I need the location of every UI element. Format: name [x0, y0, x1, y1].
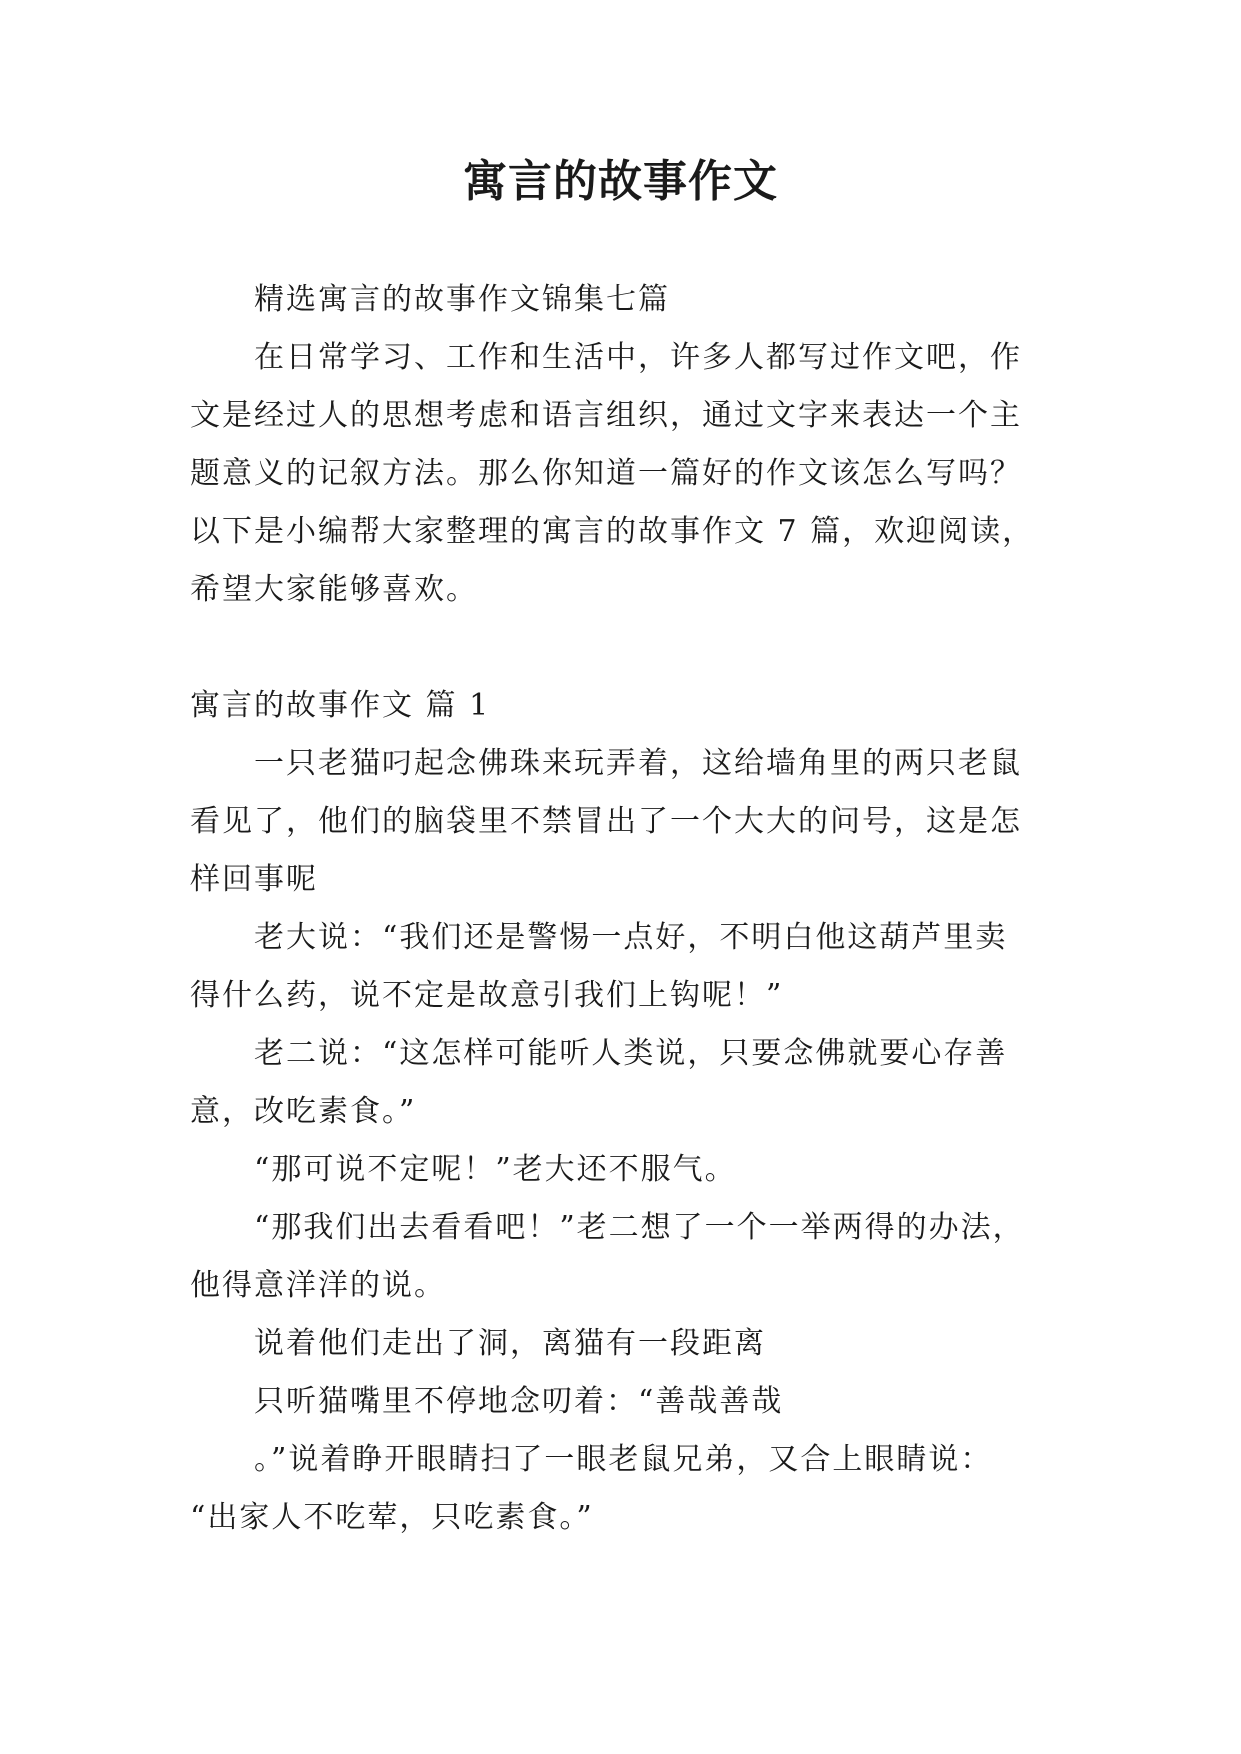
section-heading: 寓言的故事作文 篇 1: [190, 688, 491, 723]
paragraph-line: 希望大家能够喜欢。: [190, 572, 478, 607]
paragraph-line: 样回事呢: [190, 862, 318, 897]
paragraph-line: 说着他们走出了洞，离猫有一段距离: [254, 1326, 766, 1361]
paragraph-line: 只听猫嘴里不停地念叨着：“善哉善哉: [254, 1384, 784, 1419]
paragraph-line: 文是经过人的思想考虑和语言组织，通过文字来表达一个主: [190, 398, 1022, 433]
paragraph-line: 在日常学习、工作和生活中，许多人都写过作文吧，作: [254, 340, 1022, 375]
paragraph-line: “那可说不定呢！”老大还不服气。: [254, 1152, 737, 1187]
paragraph-line: “那我们出去看看吧！”老二想了一个一举两得的办法，: [254, 1210, 1025, 1245]
paragraph-line: 老大说：“我们还是警惕一点好，不明白他这葫芦里卖: [254, 920, 1008, 955]
paragraph-line: 。”说着睁开眼睛扫了一眼老鼠兄弟，又合上眼睛说：: [254, 1442, 993, 1477]
paragraph-line: 老二说：“这怎样可能听人类说，只要念佛就要心存善: [254, 1036, 1008, 1071]
paragraph-line: 他得意洋洋的说。: [190, 1268, 446, 1303]
paragraph-line: 看见了，他们的脑袋里不禁冒出了一个大大的问号，这是怎: [190, 804, 1022, 839]
paragraph-line: 题意义的记叙方法。那么你知道一篇好的作文该怎么写吗？: [190, 456, 1022, 491]
subtitle-line: 精选寓言的故事作文锦集七篇: [254, 282, 670, 317]
paragraph-line: 得什么药，说不定是故意引我们上钩呢！”: [190, 978, 784, 1013]
paragraph-line: 一只老猫叼起念佛珠来玩弄着，这给墙角里的两只老鼠: [254, 746, 1022, 781]
paragraph-line: 以下是小编帮大家整理的寓言的故事作文 7 篇，欢迎阅读，: [190, 514, 1035, 549]
document-title: 寓言的故事作文: [463, 156, 778, 207]
paragraph-line: 意，改吃素食。”: [190, 1094, 417, 1129]
paragraph-line: “出家人不吃荤，只吃素食。”: [190, 1500, 594, 1535]
